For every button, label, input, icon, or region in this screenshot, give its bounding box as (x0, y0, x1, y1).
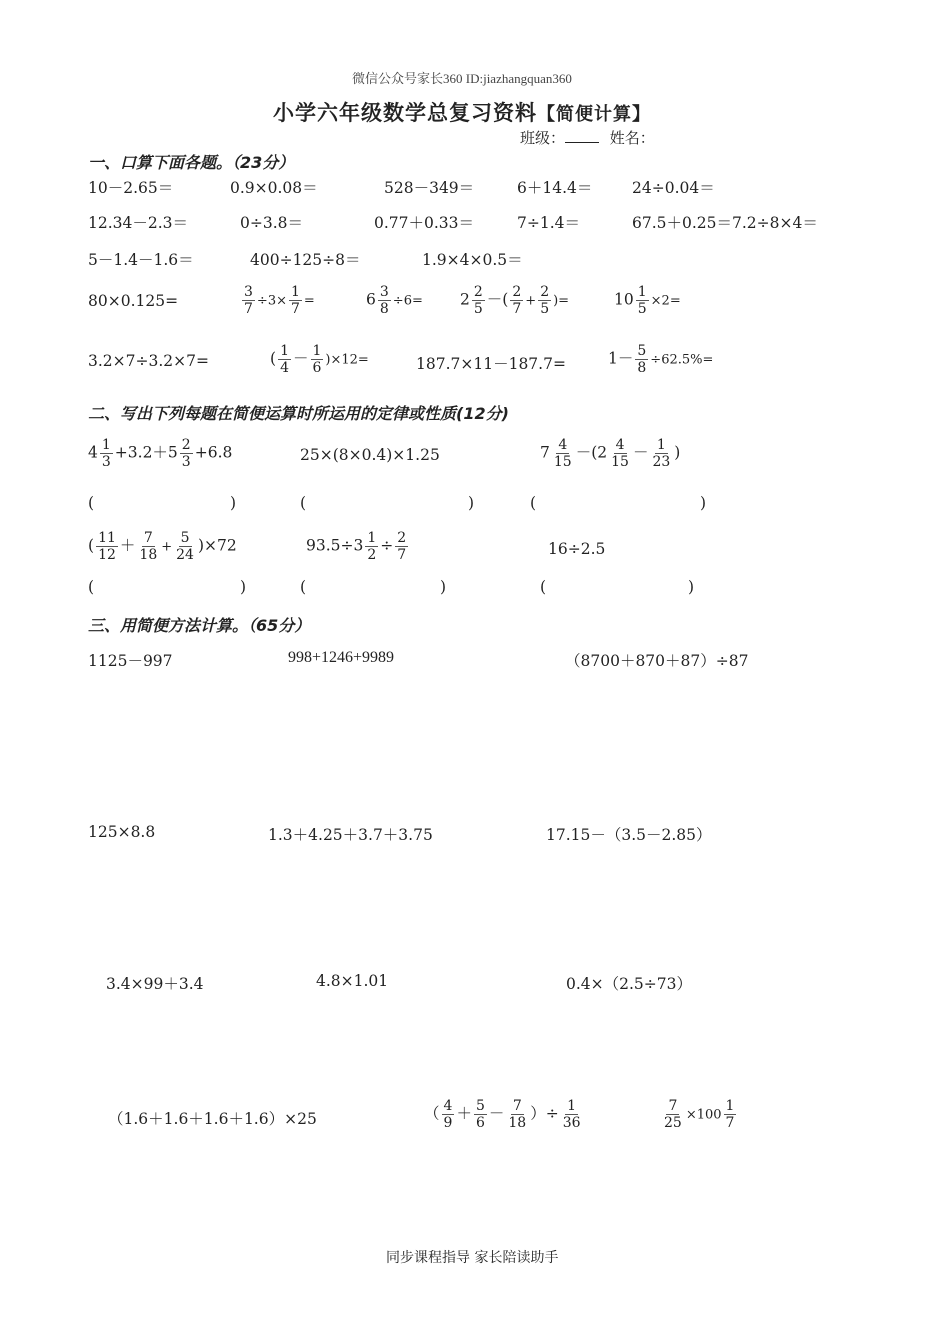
fraction (311, 343, 324, 376)
answer-paren-close: ) (688, 578, 695, 596)
s2-problem (540, 437, 680, 470)
operator: ( (88, 536, 95, 555)
answer-paren-open: ( (300, 494, 307, 512)
fraction (609, 437, 631, 470)
class-label: 班级： (520, 129, 566, 147)
denominator: 12 (98, 547, 116, 564)
denominator: 18 (508, 1115, 527, 1132)
operator: )= (553, 293, 570, 309)
answer-paren-close: ) (468, 494, 475, 512)
numerator: 1 (367, 530, 377, 546)
denominator: 7 (290, 301, 300, 318)
fraction (242, 284, 255, 317)
fraction (137, 530, 159, 563)
s1-r2-item: 67.5＋0.25＝7.2÷8×4＝ (632, 214, 818, 232)
fraction (289, 284, 302, 317)
s2-problem (88, 437, 232, 470)
s3-problem (660, 1098, 738, 1131)
s1-r1-item: 10－2.65＝ (88, 179, 174, 197)
operator: + (161, 539, 173, 555)
page-title (273, 97, 651, 127)
numerator: 4 (558, 437, 568, 453)
numerator: 11 (98, 530, 116, 546)
section-1-heading: 一、口算下面各题。（23分） (88, 153, 295, 172)
s1-r2-item: 0.77＋0.33＝ (374, 214, 475, 232)
whole: 10 (614, 290, 634, 309)
s1-r3-item: 400÷125÷8＝ (250, 251, 361, 269)
s1-r3-item: 5－1.4－1.6＝ (88, 251, 194, 269)
numerator: 1 (656, 437, 666, 453)
s3-problem: （1.6＋1.6＋1.6＋1.6）×25 (108, 1110, 317, 1128)
numerator: 1 (725, 1098, 735, 1114)
denominator: 8 (379, 301, 389, 318)
section-2-heading: 二、写出下列每题在简便运算时所运用的定律或性质(12分) (88, 404, 509, 423)
denominator: 15 (553, 454, 572, 471)
operator: ÷3× (256, 293, 287, 309)
numerator: 3 (244, 284, 253, 300)
numerator: 4 (615, 437, 625, 453)
whole: 2 (460, 290, 470, 309)
operator: +6.8 (194, 443, 233, 462)
title-text: 小学六年级数学总复习资料 (273, 101, 537, 125)
s3-problem: 17.15－（3.5－2.85） (546, 826, 712, 844)
operator: ÷62.5%= (650, 352, 714, 368)
denominator: 4 (280, 360, 289, 377)
answer-paren-close: ) (440, 578, 447, 596)
operator: +3.2＋5 (114, 443, 178, 462)
class-blank[interactable] (565, 130, 599, 143)
answer-paren-close: ) (230, 494, 237, 512)
operator: ＋ (456, 1104, 472, 1123)
operator: －(2 (575, 443, 608, 462)
fraction (180, 437, 193, 470)
s2-problem (88, 530, 237, 563)
numerator: 7 (668, 1098, 678, 1114)
numerator: 3 (379, 284, 389, 300)
operator: － (488, 1104, 505, 1123)
numerator: 2 (181, 437, 191, 453)
denominator: 7 (725, 1115, 735, 1132)
s1-r4-fraction-expr (614, 284, 681, 317)
page-header: 微信公众号家长360 ID:jiazhangquan360 (352, 71, 572, 86)
denominator: 6 (475, 1115, 485, 1132)
denominator: 7 (397, 547, 407, 564)
operator: ×100 (685, 1107, 722, 1123)
s1-r4-fraction-expr (460, 284, 569, 317)
numerator: 7 (512, 1098, 522, 1114)
class-name-line (520, 127, 655, 148)
answer-paren-open: ( (88, 494, 95, 512)
denominator: 15 (611, 454, 629, 471)
fraction (96, 530, 118, 563)
fraction (472, 284, 485, 317)
denominator: 3 (101, 454, 111, 471)
s1-r5-item: 187.7×11－187.7= (416, 355, 566, 373)
numerator: 5 (475, 1098, 485, 1114)
numerator: 1 (637, 284, 647, 300)
numerator: 2 (540, 284, 550, 300)
s3-problem: 4.8×1.01 (316, 972, 389, 990)
answer-paren-open: ( (88, 578, 95, 596)
s3-problem: 3.4×99＋3.4 (106, 975, 204, 993)
fraction (552, 437, 574, 470)
denominator: 3 (181, 454, 191, 471)
s1-r5-fraction-expr (608, 343, 713, 376)
fraction (474, 1098, 487, 1131)
answer-paren-close: ) (240, 578, 247, 596)
operator: ）÷ (530, 1104, 559, 1123)
s1-r5-item: 3.2×7÷3.2×7= (88, 352, 209, 370)
operator: )×72 (197, 536, 237, 555)
fraction (378, 284, 391, 317)
denominator: 18 (139, 547, 158, 564)
whole: 6 (366, 290, 376, 309)
numerator: 1 (567, 1098, 577, 1114)
fraction (635, 343, 648, 376)
whole: 7 (540, 443, 550, 462)
operator: （ (424, 1104, 440, 1123)
numerator: 2 (397, 530, 407, 546)
fraction (506, 1098, 528, 1131)
denominator: 36 (562, 1115, 581, 1132)
operator: ×2= (650, 293, 681, 309)
s3-problem: （8700＋870＋87）÷87 (565, 652, 749, 670)
fraction (395, 530, 408, 563)
numerator: 7 (143, 530, 153, 546)
operator: ＋ (119, 536, 136, 555)
denominator: 9 (443, 1115, 453, 1132)
s1-r4-fraction-expr (240, 284, 315, 317)
denominator: 8 (637, 360, 647, 377)
operator: )×12= (325, 352, 369, 368)
answer-paren-open: ( (300, 578, 307, 596)
s1-r2-item: 7÷1.4＝ (517, 214, 580, 232)
denominator: 7 (244, 301, 253, 318)
title-tag: 【简便计算】 (537, 104, 651, 125)
page-footer: 同步课程指导 家长陪读助手 (386, 1250, 559, 1266)
operator: 93.5÷3 (306, 536, 364, 555)
fraction (538, 284, 551, 317)
s3-problem: 998+1246+9989 (288, 649, 395, 666)
denominator: 23 (652, 454, 671, 471)
denominator: 5 (473, 301, 483, 318)
denominator: 24 (176, 547, 194, 564)
denominator: 5 (540, 301, 550, 318)
operator: + (525, 293, 537, 309)
s1-r1-item: 528－349＝ (384, 179, 475, 197)
s2-problem (306, 530, 410, 563)
s1-r1-item: 0.9×0.08＝ (230, 179, 318, 197)
fraction (561, 1098, 583, 1131)
fraction (636, 284, 649, 317)
numerator: 1 (280, 343, 289, 359)
answer-paren-open: ( (530, 494, 537, 512)
operator: － (292, 349, 309, 368)
s1-r4-item: 80×0.125= (88, 292, 179, 310)
fraction (650, 437, 672, 470)
s1-r3-item: 1.9×4×0.5＝ (422, 251, 523, 269)
s3-problem: 0.4×（2.5÷73） (566, 975, 692, 993)
operator: ÷ (380, 536, 394, 555)
denominator: 7 (512, 301, 522, 318)
numerator: 5 (180, 530, 190, 546)
numerator: 2 (473, 284, 483, 300)
s1-r1-item: 6＋14.4＝ (517, 179, 593, 197)
s3-problem: 1.3＋4.25＋3.7＋3.75 (268, 826, 433, 844)
operator: － (632, 443, 649, 462)
s1-r5-fraction-expr (270, 343, 369, 376)
denominator: 5 (637, 301, 647, 318)
numerator: 1 (101, 437, 111, 453)
fraction (174, 530, 196, 563)
denominator: 25 (664, 1115, 682, 1132)
fraction (510, 284, 523, 317)
section-3-heading: 三、用简便方法计算。（65分） (88, 616, 311, 635)
s3-problem: 1125－997 (88, 652, 173, 670)
numerator: 5 (637, 343, 647, 359)
numerator: 1 (290, 284, 300, 300)
operator: ( (270, 349, 277, 368)
numerator: 2 (512, 284, 522, 300)
denominator: 2 (367, 547, 377, 564)
answer-paren-close: ) (700, 494, 707, 512)
fraction (365, 530, 378, 563)
operator: ) (674, 443, 681, 462)
fraction (724, 1098, 737, 1131)
whole: 4 (88, 443, 98, 462)
s1-r2-item: 12.34－2.3＝ (88, 214, 189, 232)
s3-problem (424, 1098, 585, 1131)
operator: 1－ (608, 349, 634, 368)
numerator: 4 (443, 1098, 453, 1114)
s1-r1-item: 24÷0.04＝ (632, 179, 715, 197)
numerator: 1 (312, 343, 322, 359)
fraction (662, 1098, 684, 1131)
fraction (442, 1098, 455, 1131)
s2-problem: 16÷2.5 (548, 540, 606, 558)
answer-paren-open: ( (540, 578, 547, 596)
s1-r2-item: 0÷3.8＝ (240, 214, 303, 232)
operator: ÷6= (392, 293, 423, 309)
denominator: 6 (312, 360, 322, 377)
s1-r4-fraction-expr (366, 284, 423, 317)
operator: －( (486, 290, 509, 309)
name-label: 姓名： (609, 129, 655, 147)
fraction (100, 437, 113, 470)
fraction (278, 343, 291, 376)
s2-problem: 25×(8×0.4)×1.25 (300, 446, 440, 464)
equals: = (303, 293, 315, 309)
s3-problem: 125×8.8 (88, 823, 156, 841)
